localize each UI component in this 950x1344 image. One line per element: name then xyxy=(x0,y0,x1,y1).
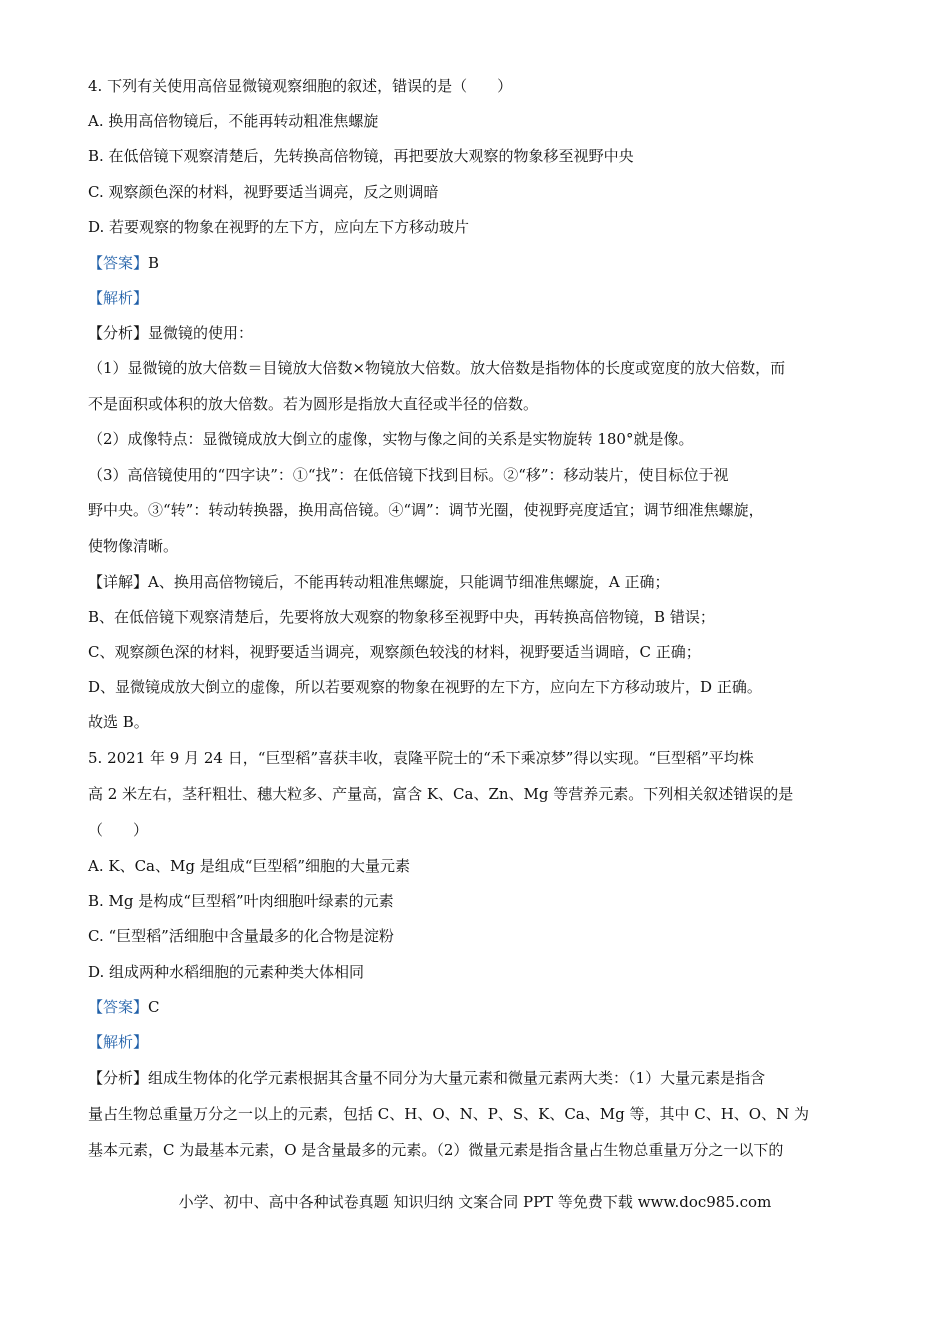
q5-option-a: A. K、Ca、Mg 是组成“巨型稻”细胞的大量元素 xyxy=(88,857,411,875)
q5-analysis-tag: 【解析】 xyxy=(88,1033,149,1051)
detail-first: A、换用高倍物镜后，不能再转动粗准焦螺旋，只能调节细准焦螺旋，A 正确； xyxy=(148,573,670,591)
q4-point-line: 野中央。③“转”：转动转换器，换用高倍镜。④“调”：调节光圈，使视野亮度适宜；调节细准焦螺旋， xyxy=(88,501,764,519)
q4-conclusion: 故选 B。 xyxy=(88,713,149,731)
q4-fenxi xyxy=(88,323,253,343)
q4-detail-line: D、显微镜成放大倒立的虚像，所以若要观察的物象在视野的左下方，应向左下方移动玻片，D 正确。 xyxy=(88,678,762,696)
q5-fenxi-line: 量占生物总重量万分之一以上的元素，包括 C、H、O、N、P、S、K、Ca、Mg 等，其中 C、H、O、N 为 xyxy=(88,1105,809,1123)
q4-point-line: （3）高倍镜使用的“四字诀”：①“找”：在低倍镜下找到目标。②“移”：移动装片，使目标位于视 xyxy=(88,466,729,484)
answer-tag: 【答案】 xyxy=(88,254,149,272)
q5-fenxi xyxy=(88,1068,765,1088)
q4-detail-line: B、在低倍镜下观察清楚后，先要将放大观察的物象移至视野中央，再转换高倍物镜，B 错误； xyxy=(88,608,715,626)
q5-option-c: C. “巨型稻”活细胞中含量最多的化合物是淀粉 xyxy=(88,927,394,945)
detail-tag: 【详解】 xyxy=(88,573,149,591)
q4-point-line: （1）显微镜的放大倍数＝目镜放大倍数×物镜放大倍数。放大倍数是指物体的长度或宽度的放大倍数，而 xyxy=(88,359,786,377)
q4-point-line: （2）成像特点：显微镜成放大倒立的虚像，实物与像之间的关系是实物旋转 180°就是像。 xyxy=(88,430,694,448)
q5-option-d: D. 组成两种水稻细胞的元素种类大体相同 xyxy=(88,963,365,981)
q4-analysis-tag: 【解析】 xyxy=(88,289,149,307)
q4-detail xyxy=(88,572,669,592)
fenxi-tag: 【分析】 xyxy=(88,324,149,342)
fenxi-intro: 显微镜的使用： xyxy=(148,324,254,342)
q5-fenxi-line: 基本元素，C 为最基本元素，O 是含量最多的元素。（2）微量元素是指含量占生物总重量万分之一以下的 xyxy=(88,1141,784,1159)
fenxi-first: 组成生物体的化学元素根据其含量不同分为大量元素和微量元素两大类：（1）大量元素是指含 xyxy=(148,1069,766,1087)
q5-answer xyxy=(88,997,160,1017)
q5-stem-line: （ ） xyxy=(88,821,149,839)
answer-value: C xyxy=(148,998,160,1016)
q4-answer xyxy=(88,253,159,273)
q5-stem-line: 高 2 米左右，茎秆粗壮、穗大粒多、产量高，富含 K、Ca、Zn、Mg 等营养元素。下列相关叙述错误的是 xyxy=(88,785,794,803)
q4-option-a: A. 换用高倍物镜后，不能再转动粗准焦螺旋 xyxy=(88,112,379,130)
q4-point-line: 不是面积或体积的放大倍数。若为圆形是指放大直径或半径的倍数。 xyxy=(88,395,539,413)
q4-option-c: C. 观察颜色深的材料，视野要适当调亮，反之则调暗 xyxy=(88,183,439,201)
q4-detail-line: C、观察颜色深的材料，视野要适当调亮，观察颜色较浅的材料，视野要适当调暗，C 正确； xyxy=(88,643,701,661)
answer-tag: 【答案】 xyxy=(88,998,149,1016)
page-footer: 小学、初中、高中各种试卷真题 知识归纳 文案合同 PPT 等免费下载 www.doc985.com xyxy=(178,1193,772,1211)
q5-stem-line: 5. 2021 年 9 月 24 日，“巨型稻”喜获丰收，袁隆平院士的“禾下乘凉梦”得以实现。“巨型稻”平均株 xyxy=(88,749,754,767)
answer-value: B xyxy=(148,254,160,272)
q4-option-b: B. 在低倍镜下观察清楚后，先转换高倍物镜，再把要放大观察的物象移至视野中央 xyxy=(88,147,634,165)
fenxi-tag: 【分析】 xyxy=(88,1069,149,1087)
q5-option-b: B. Mg 是构成“巨型稻”叶肉细胞叶绿素的元素 xyxy=(88,892,394,910)
q4-stem: 4. 下列有关使用高倍显微镜观察细胞的叙述，错误的是（ ） xyxy=(88,77,513,95)
q4-point-line: 使物像清晰。 xyxy=(88,537,179,555)
q4-option-d: D. 若要观察的物象在视野的左下方，应向左下方移动玻片 xyxy=(88,218,470,236)
